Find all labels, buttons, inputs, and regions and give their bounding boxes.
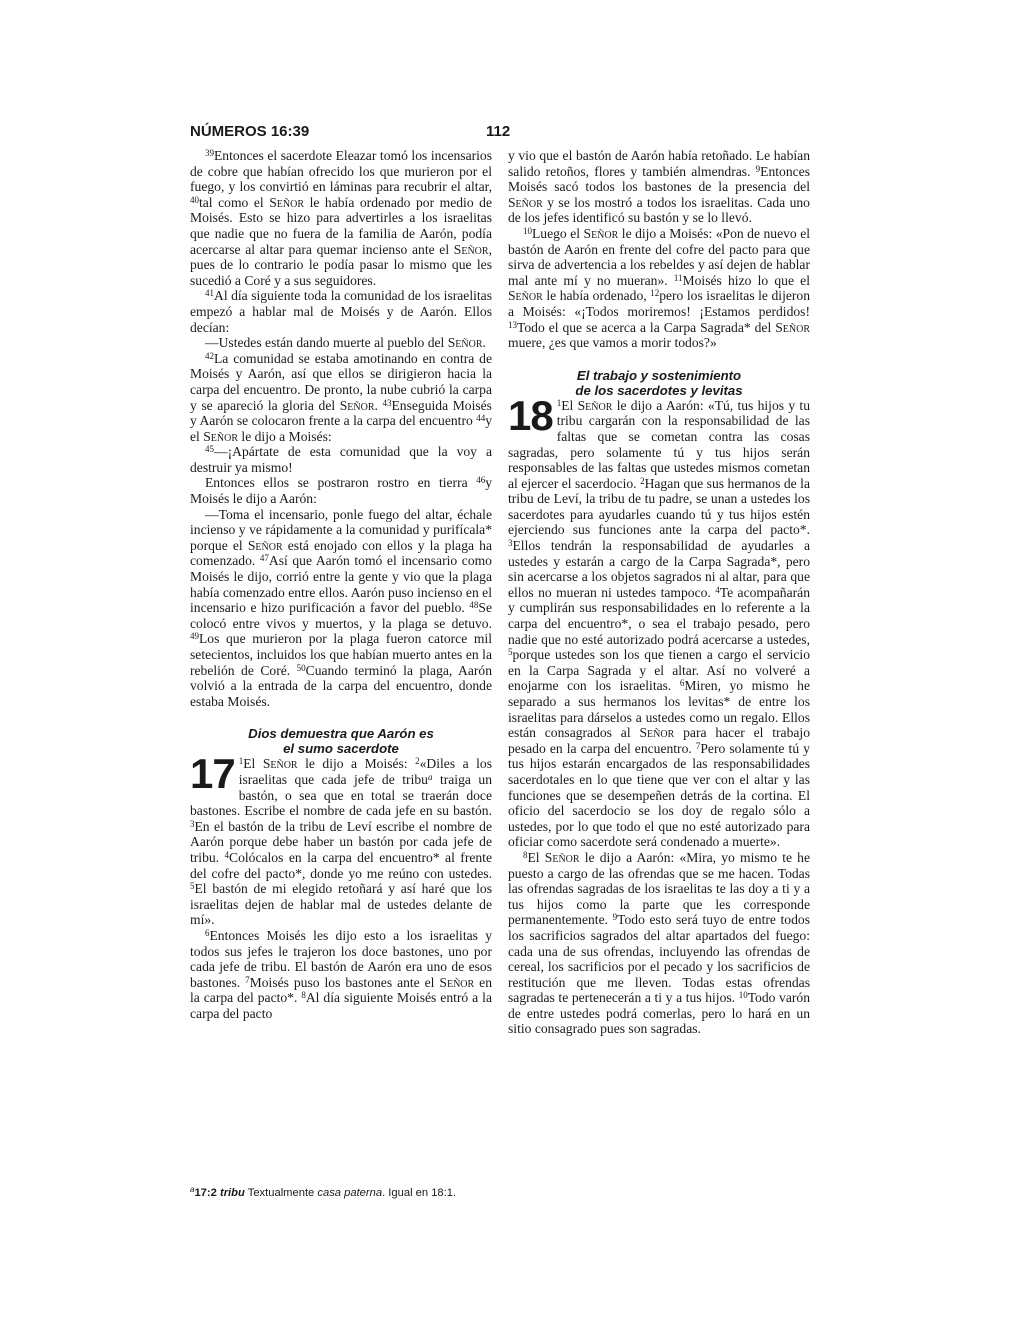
- verse-number: 46: [476, 475, 486, 486]
- lord-name: Señor: [203, 428, 239, 444]
- footnote: [190, 1186, 492, 1200]
- verse-number: 10: [738, 990, 748, 1001]
- paragraph: [190, 475, 492, 506]
- verse-number: 42: [205, 350, 214, 361]
- verse-text: pero los israelitas le dijeron a Moisés: «¡Todos moriremos! ¡Estamos perdidos!: [508, 288, 810, 319]
- paragraph: [190, 351, 492, 445]
- lord-name: Señor: [508, 288, 543, 304]
- verse-text: Ellos tendrán la responsabilidad de ayudarles a ustedes y estarán a cargo de la Carpa Sagrada*, pero sin acercarse a los objetos sagrados ni al altar, para que ellos no mueran ni ustedes tampoco.: [508, 538, 810, 600]
- lord-name: Señor: [508, 194, 543, 210]
- verse-number: 2: [640, 475, 645, 486]
- verse-number: 8: [301, 990, 306, 1001]
- paragraph: —Ustedes están dando muerte al pueblo del Señor.: [205, 335, 486, 351]
- verse-text: La comunidad se estaba amotinando en contra de Moisés y Aarón, así que ellos se dirigieron hacia la carpa del encuentro. De pronto, la nube cubrió la carpa y se apareció la gloria del: [190, 350, 492, 413]
- verse-text: le había ordenado por medio de Moisés. Esto se hizo para advertirles a los israelitas que nadie que no fuera de la familia de Aarón, podía acercarse al altar para quemar incienso ante el: [190, 194, 492, 257]
- verse-number: 6: [679, 678, 685, 689]
- verse-text: está enojado con ellos y la plaga ha comenzado.: [190, 537, 492, 569]
- verse-text: y vio que el bastón de Aarón había retoñado. Le habían salido retoños, flores y también almendras.: [508, 148, 810, 179]
- paragraph: [508, 850, 810, 1037]
- verse-number: 11: [673, 272, 683, 283]
- verse-text: Moisés hizo lo que el: [682, 272, 810, 288]
- verse-text: —Ustedes están dando muerte al pueblo del: [205, 335, 445, 351]
- verse-text: —Toma el incensario, ponle fuego del altar, échale incienso y ve rápidamente a la comunidad y purifícala* porque el: [190, 506, 492, 553]
- verse-number: 9: [612, 912, 618, 923]
- lord-name: Señor: [775, 319, 810, 335]
- verse-number: 5: [508, 647, 513, 658]
- verse-text: .: [374, 397, 378, 413]
- verse-number: 1: [238, 756, 244, 767]
- verse-number: 43: [382, 397, 392, 408]
- verse-number: 7: [695, 740, 701, 751]
- verse-text: Al día siguiente toda la comunidad de los israelitas empezó a hablar mal de Moisés y de Aarón. Ellos decían:: [190, 288, 492, 335]
- left-column: [190, 148, 492, 1021]
- verse-text: y se los mostró a todos los israelitas. Cada uno de los jefes identificó su bastón y se lo llevó.: [508, 194, 810, 226]
- paragraph: [190, 288, 492, 335]
- lord-name: Señor: [247, 537, 283, 553]
- lord-name: Señor: [262, 756, 298, 772]
- verse-text: El: [527, 849, 540, 865]
- footnote-text: . Igual en 18:1.: [382, 1187, 457, 1199]
- lord-name: Señor: [639, 725, 675, 741]
- chapter-opening-paragraph: [508, 391, 810, 850]
- section-heading-line: El trabajo y sostenimiento: [576, 367, 742, 383]
- verse-text: Se colocó entre vivos y muertos, y la plaga se detuvo.: [190, 600, 492, 631]
- verse-text: Todo varón de entre ustedes podrá comerlas, pero lo hará en un sitio consagrado pues son sagradas.: [508, 990, 810, 1037]
- verse-text: Moisés puso los bastones ante el: [249, 974, 435, 990]
- footnote-marker: a: [190, 1185, 195, 1194]
- verse-text: traiga un bastón, o sea que en total se traerán doce bastones. Escribe el nombre de cada jefe en su bastón.: [190, 771, 493, 819]
- paragraph: [508, 148, 810, 226]
- verse-text: le dijo a Moisés: «Pon de nuevo el bastón de Aarón en frente del cofre del pacto para que sirva de advertencia a los rebeldes y así dejen de hablar mal ante mí y no mueran».: [508, 225, 810, 288]
- verse-number: 13: [508, 319, 517, 330]
- verse-text: Entonces el sacerdote Eleazar tomó los incensarios de cobre que habían ofrecido los que murieron por el fuego, y los convirtió en láminas para recubrir el altar,: [190, 148, 492, 195]
- chapter-number: 18: [508, 391, 553, 439]
- verse-text: Entonces Moisés les dijo esto a los israelitas y todos sus jefes le trajeron los doce bastones, uno por cada jefe de tribu. El bastón de Aarón era uno de esos bastones.: [190, 927, 492, 990]
- verse-text: , pues de lo contrario le podía pasar lo mismo que les sucedió a Coré y a sus seguidores.: [190, 241, 492, 288]
- verse-text: Enseguida Moisés y Aarón se colocaron frente a la carpa del encuentro: [190, 397, 492, 429]
- lord-name: Señor: [339, 397, 375, 413]
- verse-text: Pero solamente tú y tus hijos estarán encargados de las responsabilidades sacerdotales en lo que tiene que ver con el altar y las funciones que se desempeñen detrás de la cortina. El oficio del sacerdocio se los doy de regalo sólo a ustedes, por lo que todo el que no esté autorizado para oficiar como sacerdote será condenado a muerte».: [508, 740, 810, 850]
- paragraph: [190, 148, 492, 288]
- footnote-text: Textualmente: [247, 1187, 315, 1199]
- verse-number: 3: [190, 818, 195, 829]
- verse-number: 5: [190, 881, 195, 892]
- section-heading-line: Dios demuestra que Aarón es: [248, 726, 434, 742]
- verse-number: 2: [415, 756, 420, 767]
- verse-number: 44: [476, 413, 486, 424]
- verse-number: 39: [205, 148, 214, 158]
- page-header: [190, 123, 818, 145]
- verse-text: muere, ¿es que vamos a morir todos?»: [508, 335, 717, 351]
- right-column: [508, 148, 810, 1037]
- verse-text: Colócalos en la carpa del encuentro* al frente del cofre del pacto*, donde yo me reúno con ustedes.: [190, 849, 492, 881]
- verse-text: Entonces ellos se postraron rostro en tierra: [205, 475, 468, 491]
- paragraph: [190, 507, 492, 710]
- verse-number: 4: [224, 849, 230, 860]
- verse-number: 4: [715, 584, 720, 595]
- verse-number: 12: [650, 288, 660, 299]
- verse-text: para hacer el trabajo pesado en la carpa del encuentro.: [508, 725, 810, 756]
- section-heading: [508, 368, 810, 398]
- verse-text: tal como el: [199, 194, 264, 210]
- section-heading-line: el sumo sacerdote: [283, 741, 399, 757]
- verse-text: y Moisés le dijo a Aarón:: [190, 475, 492, 507]
- verse-number: 8: [523, 849, 528, 860]
- verse-text: El bastón de mi elegido retoñará y así haré que los israelitas dejen de hablar mal de ustedes delante de mí».: [190, 881, 492, 928]
- lord-name: Señor: [544, 849, 580, 865]
- lord-name: Señor: [269, 194, 305, 210]
- paragraph: [508, 226, 810, 351]
- footnote-literal: casa paterna: [317, 1187, 383, 1199]
- verse-text: Los que murieron por la plaga fueron catorce mil setecientos, incluidos los que habían muerto antes en la rebelión de Coré.: [190, 631, 492, 678]
- verse-text: Entonces Moisés sacó todos los bastones de la presencia del: [508, 163, 810, 195]
- verse-number: 49: [190, 631, 199, 642]
- verse-number: 40: [190, 194, 199, 205]
- verse-number: 3: [508, 538, 513, 549]
- verse-number: 47: [259, 553, 269, 564]
- verse-text: El: [243, 756, 256, 772]
- verse-number: 45: [205, 444, 214, 455]
- verse-text: le dijo a Aarón: «Mira, yo mismo te he puesto a cargo de las ofrendas que se me hacen. Todas las ofrendas sagradas de los israelitas te las doy a ti y a tus hijos como la parte que les corresponde permanentemente.: [508, 849, 811, 928]
- lord-name: Señor: [453, 241, 489, 257]
- paragraph: [190, 444, 492, 475]
- verse-text: le había ordenado,: [546, 288, 647, 304]
- running-head: NÚMEROS 16:39: [190, 123, 310, 140]
- chapter-number: 17: [190, 750, 235, 798]
- verse-text: en la carpa del pacto*.: [190, 974, 493, 1006]
- verse-text: El: [561, 397, 574, 413]
- verse-number: 50: [296, 662, 306, 673]
- verse-text: Al día siguiente Moisés entró a la carpa del pacto: [190, 990, 492, 1021]
- verse-text: Luego el: [532, 225, 581, 241]
- verse-number: 41: [205, 288, 214, 299]
- lord-name: Señor: [447, 335, 483, 351]
- paragraph: [190, 928, 492, 1022]
- verse-text: En el bastón de la tribu de Leví escribe el nombre de Aarón porque debe haber un bastón por cada jefe de tribu.: [190, 818, 492, 865]
- verse-number: 48: [469, 600, 479, 611]
- footnote-reference: 17:2: [194, 1187, 217, 1199]
- verse-number: 1: [556, 397, 562, 408]
- verse-text: Cuando terminó la plaga, Aarón volvió a la entrada de la carpa del encuentro, donde estaba Moisés.: [190, 662, 492, 709]
- footnote-term: tribu: [219, 1187, 245, 1199]
- verse-text: le dijo a Moisés:: [305, 756, 408, 772]
- verse-text: «Diles a los israelitas que cada jefe de tribu: [238, 756, 492, 787]
- verse-number: 9: [755, 163, 761, 174]
- lord-name: Señor: [577, 397, 613, 413]
- verse-text: le dijo a Aarón: «Tú, tus hijos y tu tribu cargarán con la responsabilidad de las faltas que se cometan contra las cosas sagradas, pero solamente tú y tus hijos serán responsables de las faltas que ustedes mismos cometan al ejercer el sacerdocio.: [508, 397, 810, 491]
- lord-name: Señor: [439, 974, 475, 990]
- verse-text: Hagan que sus hermanos de la tribu de Leví, la tribu de tu padre, se unan a ustedes los sacerdotes para ayudarles cuando tú y tus hijos estén ejerciendo sus funciones ante la carpa del pacto*.: [508, 475, 810, 538]
- verse-number: 10: [523, 225, 532, 236]
- footnote-marker[interactable]: a: [427, 771, 433, 782]
- verse-text: porque ustedes son los que tienen a cargo el servicio en la Carpa Sagrada y el altar. Así no volveré a enojarme con los israelitas.: [508, 647, 810, 694]
- verse-number: 6: [205, 927, 210, 938]
- verse-text: Todo esto será tuyo de entre todos los sacrificios sagrados del altar apartados del fuego: cada una de sus ofrendas, incluyendo las ofrendas de cereal, los sacrificios por el pecado y los sacrificios de restitución que me lleven. Todas estas ofrendas sagradas te pertenecerán a ti y a tus hijos.: [508, 912, 810, 1006]
- verse-text: —¡Apártate de esta comunidad que la voy a destruir ya mismo!: [190, 444, 492, 475]
- verse-text: Te acompañarán y cumplirán sus responsabilidades en lo referente a la carpa del encuentro*, o sea el trabajo pesado, pero nadie que no esté autorizado podrá acercarse a ustedes,: [508, 584, 810, 647]
- chapter-opening-paragraph: [190, 750, 493, 928]
- verse-text: le dijo a Moisés:: [241, 428, 332, 444]
- verse-number: 7: [245, 974, 250, 985]
- verse-text: Todo el que se acerca a la Carpa Sagrada* del: [517, 319, 772, 335]
- section-heading-line: de los sacerdotes y levitas: [575, 382, 743, 398]
- verse-text: Miren, yo mismo he separado a sus hermanos los levitas* de entre los israelitas para dárselos a ustedes como un regalo. Ellos están consagrados al: [508, 678, 810, 741]
- verse-text: y el: [190, 413, 492, 444]
- page-number: 112: [486, 123, 511, 140]
- verse-text: Así que Aarón tomó el incensario como Moisés le dijo, corrió entre la gente y vio que la plaga había comenzado entre ellos. Aarón puso incienso en el incensario e hizo purificación a favor del pueblo.: [190, 553, 492, 616]
- section-heading: [190, 726, 492, 756]
- lord-name: Señor: [583, 225, 619, 241]
